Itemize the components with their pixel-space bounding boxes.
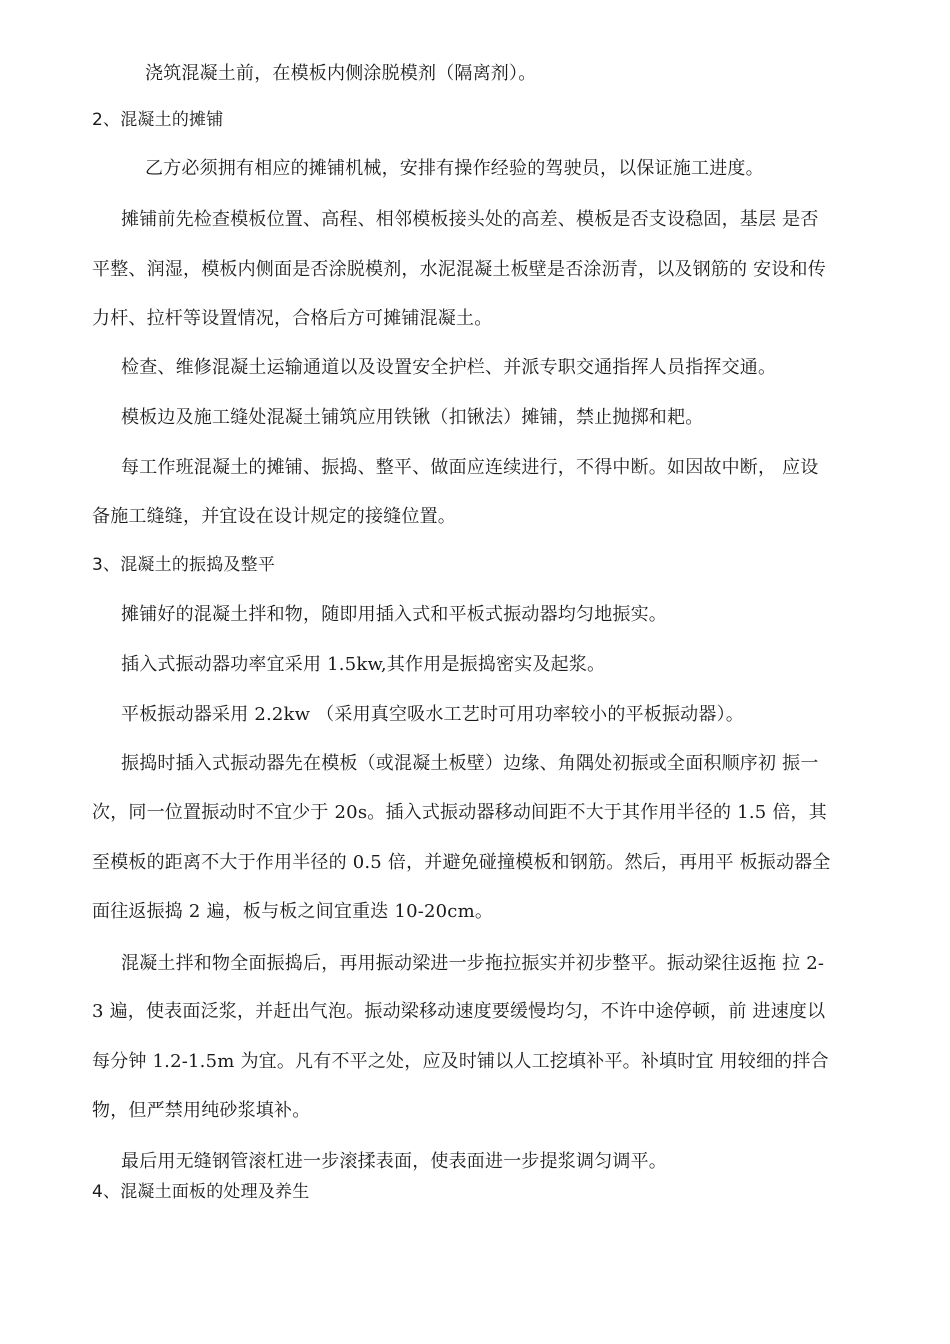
paragraph-line: 备施工缝缝，并宜设在设计规定的接缝位置。 xyxy=(92,506,456,527)
paragraph-line: 最后用无缝钢管滚杠进一步滚揉表面，使表面进一步提浆调匀调平。 xyxy=(121,1151,667,1172)
paragraph-line: 混凝土拌和物全面振捣后，再用振动梁进一步拖拉振实并初步整平。振动梁往返拖 拉 2- xyxy=(121,953,825,974)
paragraph-line: 浇筑混凝土前，在模板内侧涂脱模剂（隔离剂）。 xyxy=(145,63,537,84)
paragraph-line: 每工作班混凝土的摊铺、振捣、整平、做面应连续进行，不得中断。如因故中断， 应设 xyxy=(121,457,819,478)
paragraph-line: 平板振动器采用 2.2kw （采用真空吸水工艺时可用功率较小的平板振动器）。 xyxy=(121,704,744,725)
paragraph-line: 面往返振捣 2 遍，板与板之间宜重迭 10-20cm。 xyxy=(92,901,494,922)
paragraph-line: 摊铺好的混凝土拌和物，随即用插入式和平板式振动器均匀地振实。 xyxy=(121,604,667,625)
paragraph-line: 乙方必须拥有相应的摊铺机械，安排有操作经验的驾驶员，以保证施工进度。 xyxy=(145,158,764,179)
paragraph-line: 每分钟 1.2-1.5m 为宜。凡有不平之处，应及时铺以人工挖填补平。补填时宜 用较细的拌合 xyxy=(92,1051,829,1072)
paragraph-line: 振捣时插入式振动器先在模板（或混凝土板壁）边缘、角隅处初振或全面积顺序初 振一 xyxy=(121,753,819,774)
section-heading-3: 3、混凝土的振捣及整平 xyxy=(92,555,276,575)
paragraph-line: 模板边及施工缝处混凝土铺筑应用铁锹（扣锹法）摊铺，禁止抛掷和耙。 xyxy=(121,407,704,428)
paragraph-line: 检查、维修混凝土运输通道以及设置安全护栏、并派专职交通指挥人员指挥交通。 xyxy=(121,357,777,378)
section-heading-2: 2、混凝土的摊铺 xyxy=(92,110,224,130)
paragraph-line: 物，但严禁用纯砂浆填补。 xyxy=(92,1100,311,1121)
paragraph-line: 至模板的距离不大于作用半径的 0.5 倍，并避免碰撞模板和钢筋。然后，再用平 板振动器全 xyxy=(92,852,831,873)
paragraph-line: 3 遍，使表面泛浆，并赶出气泡。振动梁移动速度要缓慢均匀，不许中途停顿，前 进速度以 xyxy=(92,1001,826,1022)
section-heading-4: 4、混凝土面板的处理及养生 xyxy=(92,1182,310,1202)
paragraph-line: 插入式振动器功率宜采用 1.5kw,其作用是振捣密实及起浆。 xyxy=(121,654,606,675)
paragraph-line: 力杆、拉杆等设置情况，合格后方可摊铺混凝土。 xyxy=(92,308,493,329)
paragraph-line: 次，同一位置振动时不宜少于 20s。插入式振动器移动间距不大于其作用半径的 1.5 倍，其 xyxy=(92,802,827,823)
paragraph-line: 平整、润湿，模板内侧面是否涂脱模剂，水泥混凝土板壁是否涂沥青，以及钢筋的 安设和传 xyxy=(92,259,826,280)
paragraph-line: 摊铺前先检查模板位置、高程、相邻模板接头处的高差、模板是否支设稳固，基层 是否 xyxy=(121,209,819,230)
